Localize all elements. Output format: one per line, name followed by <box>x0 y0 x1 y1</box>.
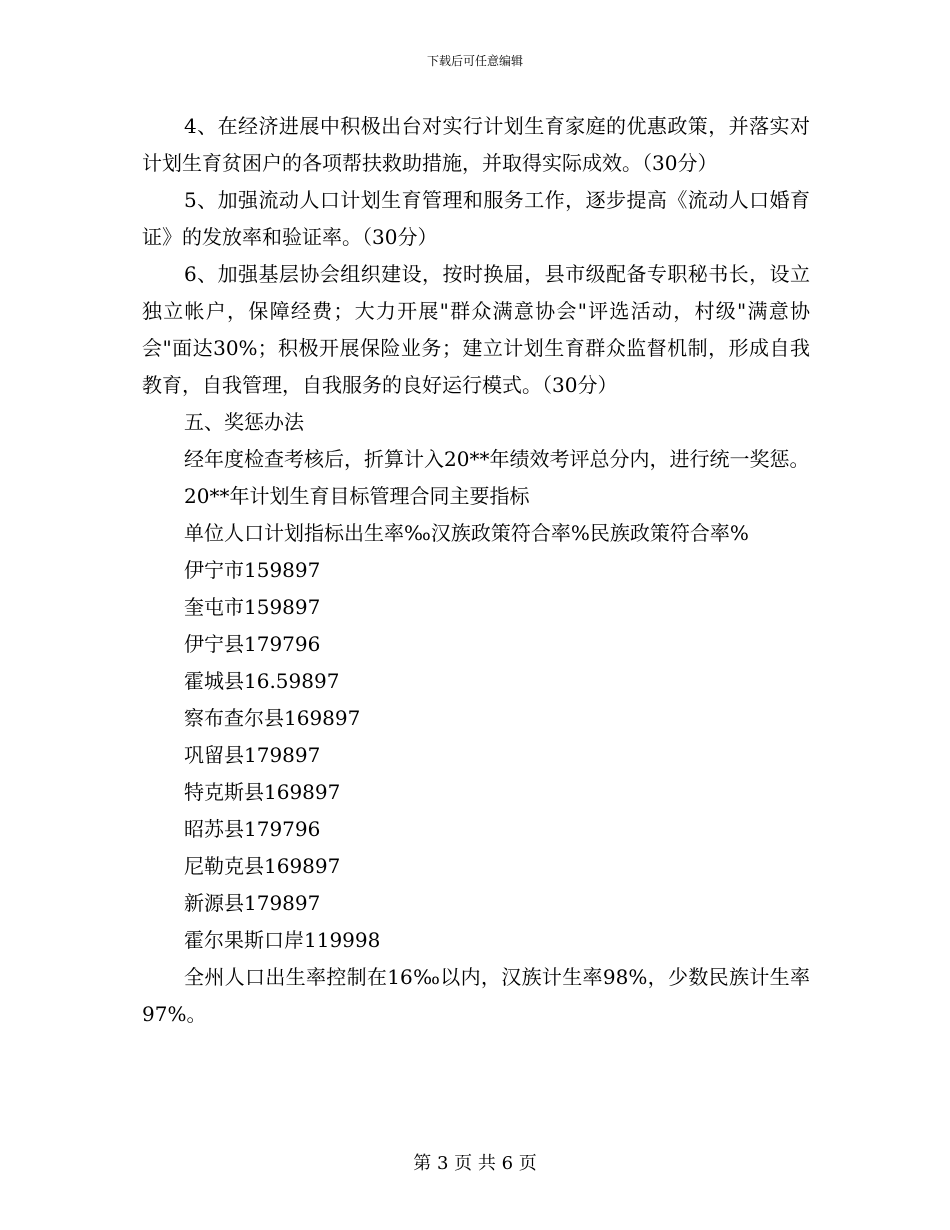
section-heading-rewards: 五、奖惩办法 <box>184 410 304 434</box>
table-row: 新源县179897 <box>184 891 321 915</box>
table-row: 特克斯县169897 <box>184 780 341 804</box>
table-row: 伊宁县179796 <box>184 632 321 656</box>
table-header-line: 单位人口计划指标出生率‰汉族政策符合率%民族政策符合率% <box>184 521 749 545</box>
document-body <box>142 108 810 1033</box>
paragraph-policy-incentives: 4、在经济进展中积极出台对实行计划生育家庭的优惠政策，并落实对计划生育贫困户的各项帮扶救助措施，并取得实际成效。（30分） <box>142 114 810 175</box>
paragraph-association-building: 6、加强基层协会组织建设，按时换届，县市级配备专职秘书长，设立独立帐户，保障经费；大力开展"群众满意协会"评选活动，村级"满意协会"面达30%；积极开展保险业务；建立计划生育群众监督机制，形成自我教育，自我管理，自我服务的良好运行模式。（30分） <box>142 262 810 397</box>
table-row: 奎屯市159897 <box>184 595 321 619</box>
table-row: 伊宁市159897 <box>184 558 321 582</box>
table-row: 霍尔果斯口岸119998 <box>184 928 381 952</box>
page-number-label: 第 3 页 共 6 页 <box>413 1153 537 1174</box>
table-row: 巩留县179897 <box>184 743 321 767</box>
table-row: 霍城县16.59897 <box>184 669 340 693</box>
table-row: 昭苏县179796 <box>184 817 321 841</box>
paragraph-rewards-method: 经年度检查考核后，折算计入20**年绩效考评总分内，进行统一奖惩。 <box>184 447 810 471</box>
page-footer <box>0 1153 950 1175</box>
paragraph-floating-population: 5、加强流动人口计划生育管理和服务工作，逐步提高《流动人口婚育证》的发放率和验证率。（30分） <box>142 188 810 249</box>
page-header: 下载后可任意编辑 <box>426 54 523 68</box>
table-row: 察布查尔县169897 <box>184 706 361 730</box>
paragraph-overall-target: 全州人口出生率控制在16‰以内，汉族计生率98%，少数民族计生率97%。 <box>142 965 810 1026</box>
table-row: 尼勒克县169897 <box>184 854 341 878</box>
table-title: 20**年计划生育目标管理合同主要指标 <box>184 484 530 508</box>
